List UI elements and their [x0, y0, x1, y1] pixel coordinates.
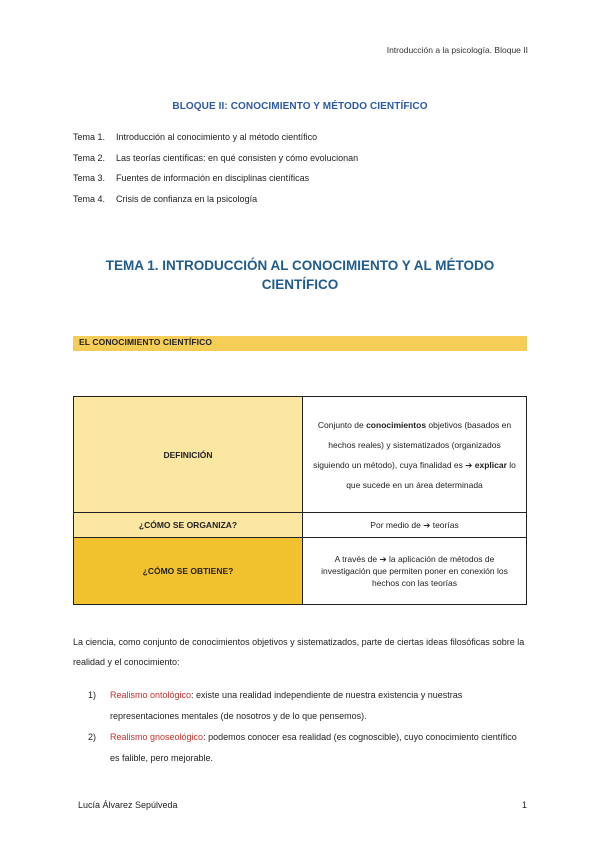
arrow-icon: ➔	[379, 554, 387, 564]
table-row	[74, 513, 527, 538]
arrow-icon: ➔	[423, 519, 431, 530]
numbered-list	[88, 685, 528, 769]
tema-number: Tema 3.	[73, 173, 106, 183]
table-row	[74, 397, 527, 513]
text-run-bold: conocimientos	[366, 419, 427, 430]
text-run-bold: explicar	[474, 459, 507, 470]
tema-title: Introducción al conocimiento y al método científico	[116, 132, 318, 142]
intro-paragraph: La ciencia, como conjunto de conocimientos objetivos y sistematizados, parte de ciertas ideas filosóficas sobre la realidad y el conocimiento:	[73, 637, 525, 667]
list-term: Realismo ontológico	[110, 690, 192, 700]
list-number: 1)	[88, 690, 97, 700]
text-run: Por medio de	[370, 519, 424, 530]
table-key-cell: ¿CÓMO SE ORGANIZA?	[74, 513, 303, 538]
section-heading: EL CONOCIMIENTO CIENTÍFICO	[79, 337, 213, 347]
text-run: objetivos (basados en hechos reales) y sistematizados (organizados siguiendo un método), cuya finalidad es	[313, 419, 512, 470]
text-run: lo que sucede en un área determinada	[346, 459, 516, 490]
list-item	[88, 727, 528, 769]
table-value-cell	[303, 513, 527, 538]
tema-title: Fuentes de información en disciplinas científicas	[116, 173, 310, 183]
tema-item	[73, 192, 358, 213]
list-item	[88, 685, 528, 727]
footer-author: Lucía Álvarez Sepúlveda	[78, 800, 178, 810]
table-key-cell: DEFINICIÓN	[74, 397, 303, 513]
text-run: Conjunto de	[317, 419, 367, 430]
tema-number: Tema 2.	[73, 152, 106, 163]
running-header: Introducción a la psicología. Bloque II	[386, 45, 528, 55]
list-number: 2)	[88, 732, 97, 742]
tema-item	[73, 171, 358, 192]
tema-number: Tema 4.	[73, 193, 106, 204]
table-value-cell	[303, 538, 527, 605]
page-title	[60, 256, 540, 294]
section-heading-bar	[73, 336, 527, 351]
definition-table	[73, 396, 527, 605]
page-title-line-1: TEMA 1. INTRODUCCIÓN AL CONOCIMIENTO Y AL MÉTODO	[105, 258, 495, 273]
tema-item	[73, 130, 358, 151]
tema-title: Crisis de confianza en la psicología	[116, 193, 258, 204]
table-value-cell	[303, 397, 527, 513]
tema-number: Tema 1.	[73, 132, 106, 142]
text-run: teorías	[430, 519, 459, 530]
text-run: la aplicación de métodos de investigación que permiten poner en conexión los hechos con las teorías	[321, 554, 508, 588]
table-row	[74, 538, 527, 605]
table-key-cell: ¿CÓMO SE OBTIENE?	[74, 538, 303, 605]
block-title: BLOQUE II: CONOCIMIENTO Y MÉTODO CIENTÍFICO	[172, 101, 428, 112]
page-title-line-2: CIENTÍFICO	[261, 277, 339, 292]
text-run: A través de	[334, 554, 380, 564]
tema-title: Las teorías científicas: en qué consisten y cómo evolucionan	[116, 152, 359, 163]
list-text: : podemos conocer esa realidad (es cognoscible), cuyo conocimiento científico es falible, pero mejorable.	[110, 732, 517, 763]
page-number: 1	[521, 800, 527, 810]
tema-list	[73, 130, 358, 212]
arrow-icon: ➔	[465, 459, 473, 470]
tema-item	[73, 151, 358, 172]
list-text: : existe una realidad independiente de nuestra existencia y nuestras representaciones mentales (de nosotros y de lo que pensemos).	[110, 690, 463, 721]
list-term: Realismo gnoseológico	[110, 732, 204, 742]
